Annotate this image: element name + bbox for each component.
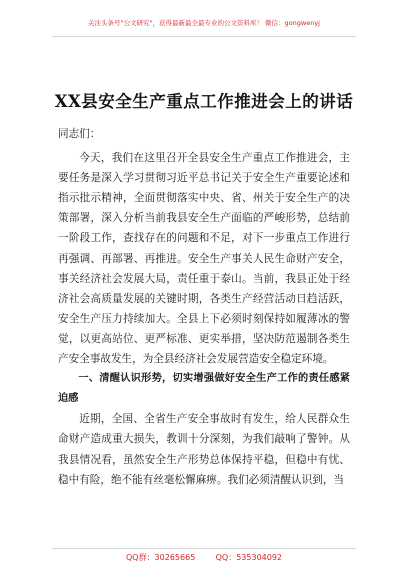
footer-note: QQ群：30265665 QQ：535304092 — [125, 553, 283, 562]
footer-divider — [52, 548, 356, 549]
section-heading: 一、清醒认识形势，切实增强做好安全生产工作的责任感紧迫感 — [58, 373, 350, 405]
salutation: 同志们： — [58, 128, 101, 140]
document-title: XX县安全生产重点工作推进会上的讲话 — [54, 92, 354, 111]
document-body — [58, 124, 350, 490]
header-divider — [52, 36, 356, 37]
paragraph-situation: 近期，全国、全省生产安全事故时有发生，给人民群众生命财产造成重大损失，教训十分深刻，为我们敲响了警钟。从我县情况看，虽然安全生产形势总体保持平稳，但稳中有忧、稳中有险，绝不能有丝毫松懈麻痹。我们必须清醒认识到，当 — [58, 413, 350, 486]
paragraph-intro: 今天，我们在这里召开全县安全生产重点工作推进会，主要任务是深入学习贯彻习近平总书记关于安全生产重要论述和指示批示精神，全面贯彻落实中央、省、州关于安全生产的决策部署，深入分析当前我县安全生产面临的严峻形势，总结前一阶段工作，查找存在的问题和不足，对下一步重点工作进行再强调、再部署、再推进。安全生产事关人民生命财产安全，事关经济社会发展大局，责任重于泰山。当前，我县正处于经济社会高质量发展的关键时期，各类生产经营活动日趋活跃，安全生产压力持续加大。全县上下必须时刻保持如履薄冰的警觉，以更高站位、更严标准、更实举措，坚决防范遏制各类生产安全事故发生，为全县经济社会发展营造安全稳定环境。 — [58, 152, 350, 366]
header-note: 关注头条号"公文研究"，获得最新最全最专业的公文资料库！ 微信：gongwenyj — [88, 19, 320, 27]
